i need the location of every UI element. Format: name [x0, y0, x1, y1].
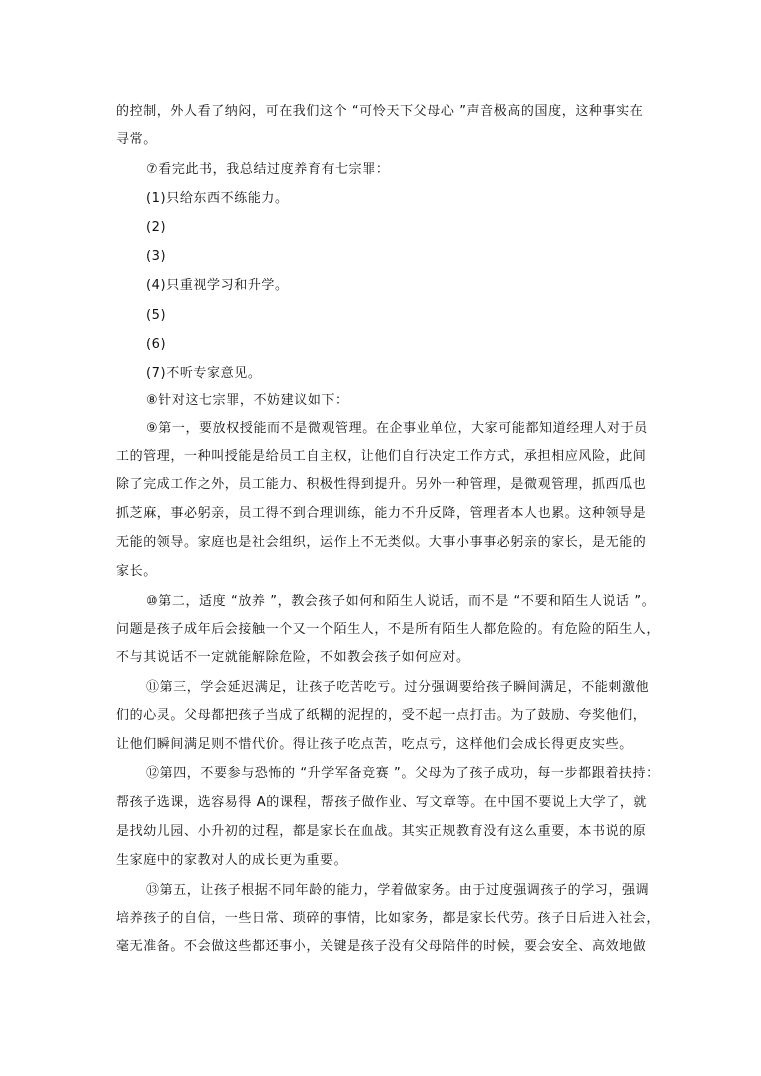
list-item: (7)不听专家意见。 — [146, 366, 262, 381]
list-item: (3) — [146, 249, 167, 264]
text-line: 不与其说话不一定就能解除危险，不如教会孩子如何应对。 — [116, 650, 470, 665]
text-line: 家长。 — [116, 564, 157, 579]
text-line: 培养孩子的自信，一些日常、琐碎的事情，比如家务，都是家长代劳。孩子日后进入社会， — [116, 911, 661, 926]
text-line: 寻常。 — [116, 132, 157, 147]
list-item: (6) — [146, 337, 167, 352]
text-line: 问题是孩子成年后会接触一个又一个陌生人，不是所有陌生人都危险的。有危险的陌生人， — [116, 622, 661, 637]
text-line: 无能的领导。家庭也是社会组织，运作上不无类似。大事小事事必躬亲的家长，是无能的 — [116, 535, 647, 550]
text-line: 让他们瞬间满足则不惜代价。得让孩子吃点苦，吃点亏，这样他们会成长得更皮实些。 — [116, 737, 633, 752]
text-line: 们的心灵。父母都把孩子当成了纸糊的泥捏的，受不起一点打击。为了鼓励、夸奖他们， — [116, 708, 647, 723]
text-line: ⑦看完此书，我总结过度养育有七宗罪： — [146, 162, 390, 177]
text-line: ⑩第二，适度 “放养 ”，教会孩子如何和陌生人说话，而不是 “不要和陌生人说话 ”。 — [146, 594, 656, 609]
text-line: 抓芝麻，事必躬亲，员工得不到合理训练，能力不升反降，管理者本人也累。这种领导是 — [116, 506, 647, 521]
list-item: (1)只给东西不练能力。 — [146, 191, 289, 206]
text-line: 除了完成工作之外，员工能力、积极性得到提升。另外一种管理，是微观管理，抓西瓜也 — [116, 477, 647, 492]
text-line: ⑬第五，让孩子根据不同年龄的能力，学着做家务。由于过度强调孩子的学习，强调 — [146, 883, 650, 898]
text-line: 是找幼儿园、小升初的过程，都是家长在血战。其实正规教育没有这么重要，本书说的原 — [116, 824, 647, 839]
list-item: (2) — [146, 220, 167, 235]
text-line: 的控制，外人看了纳闷，可在我们这个 “可怜天下父母心 ”声音极高的国度，这种事实在 — [116, 104, 644, 119]
list-item: (4)只重视学习和升学。 — [146, 278, 289, 293]
text-line: 毫无准备。不会做这些都还事小，关键是孩子没有父母陪伴的时候，要会安全、高效地做 — [116, 939, 647, 954]
text-line: ⑪第三，学会延迟满足，让孩子吃苦吃亏。过分强调要给孩子瞬间满足，不能刺激他 — [146, 680, 650, 695]
text-line: 工的管理，一种叫授能是给员工自主权，让他们自行决定工作方式，承担相应风险，此间 — [116, 449, 647, 464]
text-line: ⑨第一，要放权授能而不是微观管理。在企事业单位，大家可能都知道经理人对于员 — [146, 421, 648, 436]
list-item: (5) — [146, 308, 167, 323]
text-line: ⑧针对这七宗罪，不妨建议如下： — [146, 393, 349, 408]
text-line: 生家庭中的家教对人的成长更为重要。 — [116, 853, 348, 868]
text-line: ⑫第四，不要参与恐怖的 “升学军备竞赛 ”。父母为了孩子成功，每一步都跟着扶持： — [146, 766, 660, 781]
text-line: 帮孩子选课，选容易得 A的课程，帮孩子做作业、写文章等。在中国不要说上大学了，就 — [116, 795, 648, 810]
